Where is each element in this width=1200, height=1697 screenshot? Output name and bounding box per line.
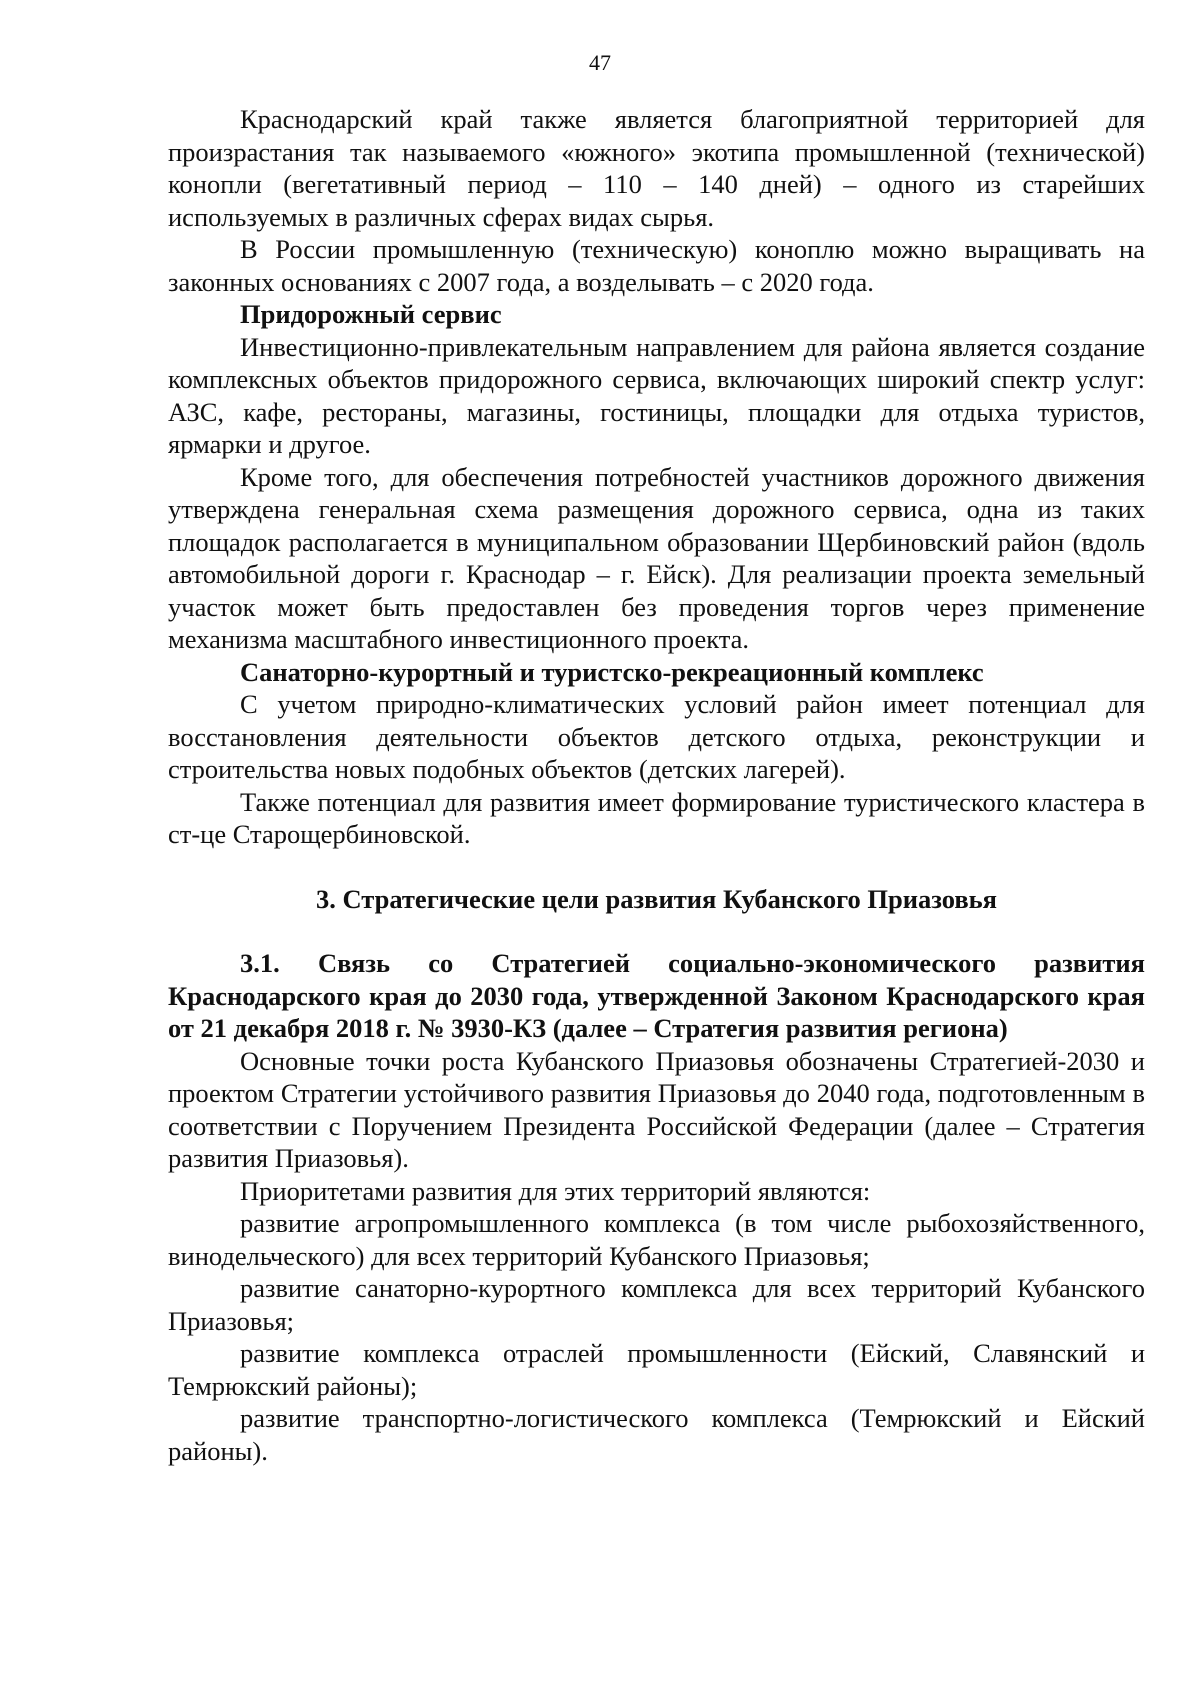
- paragraph-hemp-territory: Краснодарский край также является благоприятной территорией для произрастания так называемого «южного» экотипа промышленной (технической) конопли (вегетативный период – 110 – 140 дней) – одного из старейших используемых в различных сферах видах сырья.: [168, 104, 1145, 232]
- paragraph-priorities-intro: Приоритетами развития для этих территорий являются:: [240, 1175, 871, 1206]
- chapter-title: 3. Стратегические цели развития Кубанского Приазовья: [315, 883, 997, 914]
- paragraph-roadside-investment: Инвестиционно-привлекательным направлением для района является создание комплексных объектов придорожного сервиса, включающих широкий спектр услуг: АЗС, кафе, рестораны, магазины, гостиницы, площадки для отдыха туристов, ярмарки и другое.: [168, 331, 1145, 459]
- list-item-industry: развитие комплекса отраслей промышленности (Ейский, Славянский и Темрюкский районы);: [168, 1338, 1145, 1401]
- paragraph-hemp-legal: В России промышленную (техническую) коноплю можно выращивать на законных основаниях с 2007 года, а возделывать – с 2020 года.: [168, 234, 1145, 297]
- list-item-agro: развитие агропромышленного комплекса (в том числе рыбохозяйственного, винодельческого) для всех территорий Кубанского Приазовья;: [168, 1208, 1145, 1271]
- list-item-transport: развитие транспортно-логистического комплекса (Темрюкский и Ейский районы).: [168, 1403, 1145, 1466]
- paragraph-tourist-cluster: Также потенциал для развития имеет формирование туристического кластера в ст-це Старощербиновской.: [168, 786, 1145, 849]
- heading-sanatorium-complex: Санаторно-курортный и туристско-рекреационный комплекс: [240, 656, 984, 687]
- paragraph-growth-points: Основные точки роста Кубанского Приазовья обозначены Стратегией-2030 и проектом Стратегии устойчивого развития Приазовья до 2040 года, подготовленным в соответствии с Поручением Президента Российской Федерации (далее – Стратегия развития Приазовья).: [168, 1045, 1145, 1173]
- page-number: 47: [589, 50, 611, 75]
- subsection-title: 3.1. Связь со Стратегией социально-экономического развития Краснодарского края до 2030 года, утвержденной Законом Краснодарского края от 21 декабря 2018 г. № 3930-КЗ (далее – Стратегия развития региона): [168, 948, 1145, 1043]
- paragraph-roadside-scheme: Кроме того, для обеспечения потребностей участников дорожного движения утверждена генеральная схема размещения дорожного сервиса, одна из таких площадок располагается в муниципальном образовании Щербиновский район (вдоль автомобильной дороги г. Краснодар – г. Ейск). Для реализации проекта земельный участок может быть предоставлен без проведения торгов через применение механизма масштабного инвестиционного проекта.: [168, 461, 1145, 654]
- list-item-sanatorium: развитие санаторно-курортного комплекса для всех территорий Кубанского Приазовья;: [168, 1273, 1145, 1336]
- heading-roadside-service: Придорожный сервис: [240, 299, 502, 329]
- page-content: [168, 103, 1145, 1467]
- paragraph-children-recreation: С учетом природно-климатических условий район имеет потенциал для восстановления деятельности объектов детского отдыха, реконструкции и строительства новых подобных объектов (детских лагерей).: [168, 689, 1145, 784]
